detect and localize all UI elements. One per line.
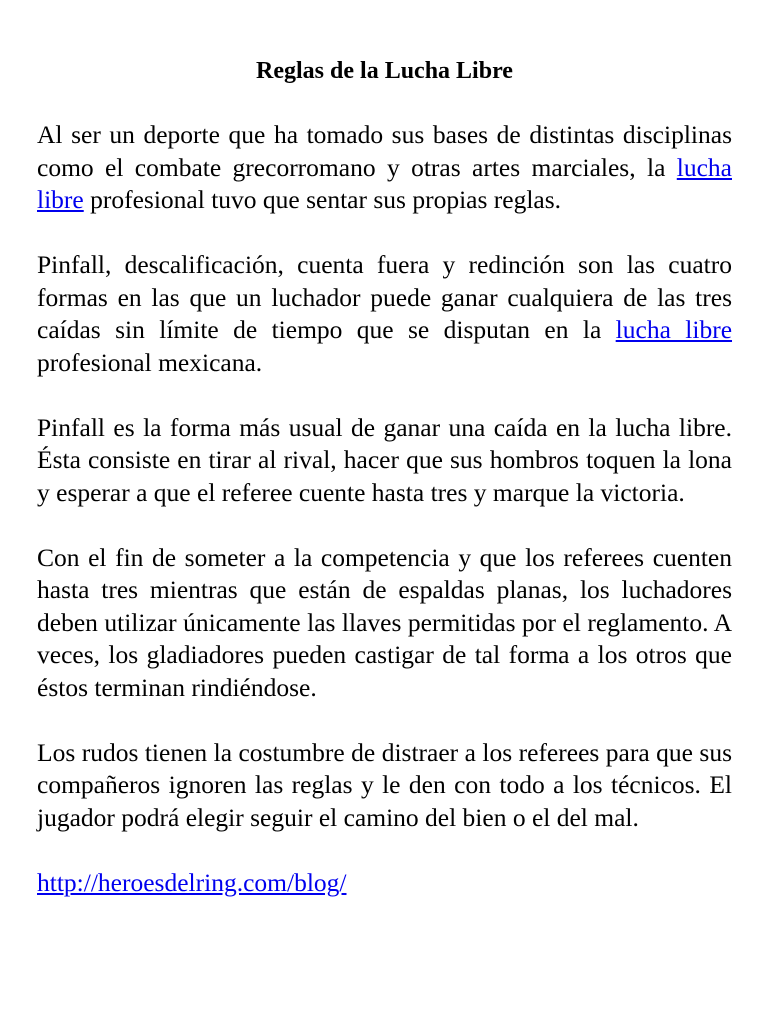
paragraph-intro-text-after: profesional tuvo que sentar sus propias reglas. bbox=[83, 185, 562, 214]
paragraph-submission: Con el fin de someter a la competencia y que los referees cuenten hasta tres mientras que están de espaldas planas, los luchadores deben utilizar únicamente las llaves permitidas por el reglamento. A veces, los gladiadores pueden castigar de tal forma a los otros que éstos terminan rindiéndose. bbox=[37, 542, 732, 702]
paragraph-ways-text-after: profesional mexicana. bbox=[37, 347, 263, 377]
paragraph-pinfall: Pinfall es la forma más usual de ganar una caída en la lucha libre. Ésta consiste en tirar al rival, hacer que sus hombros toquen la lona y esperar a que el referee cuente hasta tres y marque la victoria. bbox=[37, 412, 732, 507]
source-url-link[interactable]: http://heroesdelring.com/blog/ bbox=[37, 867, 347, 897]
source-url-line bbox=[37, 867, 732, 900]
paragraph-ways-text-before: Pinfall, descalificación, cuenta fuera y redinción son las cuatro formas en las que un luchador puede ganar cualquiera de las tres caídas sin límite de tiempo que se disputan en la bbox=[37, 250, 732, 344]
paragraph-intro bbox=[37, 119, 732, 217]
paragraph-rudos: Los rudos tienen la costumbre de distraer a los referees para que sus compañeros ignoren las reglas y le den con todo a los técnicos. El jugador podrá elegir seguir el camino del bien o el del mal. bbox=[37, 737, 732, 832]
lucha-libre-link-2[interactable]: lucha libre bbox=[615, 315, 733, 344]
paragraph-intro-text-before: Al ser un deporte que ha tomado sus bases de distintas disciplinas como el combate grecorromano y otras artes marciales, la bbox=[37, 120, 732, 182]
document-title: Reglas de la Lucha Libre bbox=[256, 58, 513, 84]
lucha-libre-link-1[interactable]: lucha libre bbox=[37, 152, 732, 214]
paragraph-ways-to-win bbox=[37, 249, 732, 379]
document-page bbox=[37, 55, 732, 899]
